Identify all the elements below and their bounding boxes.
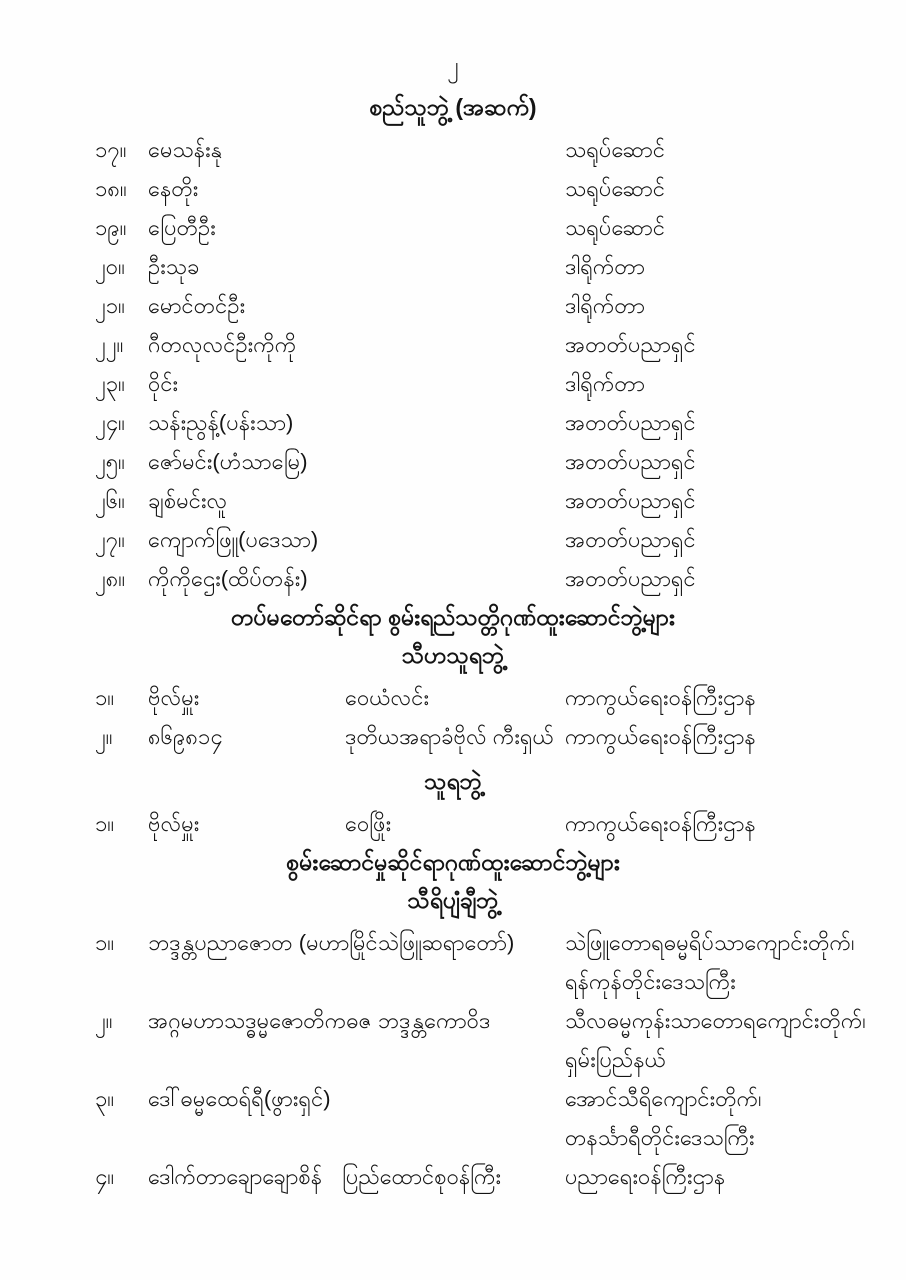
row-number: ၂၈။ [95, 566, 126, 591]
recipient-name: ဝိုင်း [148, 371, 179, 396]
row-number: ၁။ [95, 930, 115, 955]
row-number: ၂၅။ [95, 449, 125, 474]
table-row [0, 247, 906, 286]
table-row [0, 169, 906, 208]
row-number: ၄။ [95, 1164, 115, 1189]
recipient-name: နေတိုး [148, 176, 199, 201]
recipient-ministry: ကာကွယ်ရေးဝန်ကြီးဌာန [565, 685, 756, 710]
recipient-service-number: ၈၆၉၈၁၄ [148, 724, 223, 749]
row-number: ၂၀။ [95, 254, 125, 279]
row-number: ၃။ [95, 1086, 115, 1111]
row-number: ၁၈။ [95, 176, 127, 201]
address-line-1: ပညာရေးဝန်ကြီးဌာန [565, 1164, 726, 1189]
recipient-name: ဒေါ်ဓမ္မထေရ်ရီ(ဖွားရှင်) [148, 1086, 331, 1111]
recipient-role: ဒါရိုက်တာ [565, 254, 645, 279]
recipient-name: ဦးသုခ [148, 254, 200, 279]
address-line-1: သီလဓမ္မကုန်းသာတောရကျောင်းတိုက်၊ [565, 1008, 866, 1033]
recipient-role: အတတ်ပညာရှင် [565, 332, 696, 357]
row-number: ၁၉။ [95, 215, 127, 240]
row-number: ၂၇။ [95, 527, 125, 552]
address-line-1: အောင်သီရိကျောင်းတိုက်၊ [565, 1086, 762, 1111]
recipient-role: အတတ်ပညာရှင် [565, 449, 696, 474]
address-line-2: တနင်္သာရီတိုင်းဒေသကြီး [565, 1125, 755, 1150]
recipient-name: ဒုတိယအရာခံဗိုလ် ကီးရှယ် [345, 724, 554, 749]
table-row [0, 208, 906, 247]
row-number: ၂၂။ [95, 332, 124, 357]
table-row [0, 1001, 906, 1079]
recipient-ministry: ကာကွယ်ရေးဝန်ကြီးဌာန [565, 811, 756, 836]
recipient-name-and-position [148, 1157, 565, 1196]
row-number: ၂၁။ [95, 293, 125, 318]
table-row [0, 130, 906, 169]
table-row [0, 286, 906, 325]
recipient-address [565, 1079, 876, 1157]
table-row [0, 559, 906, 598]
recipient-name: အဂ္ဂမဟာသဒ္ဓမ္မဇောတိကဓဇ ဘဒ္ဒန္တကောဝိဒ [148, 1008, 491, 1033]
recipient-name: ပြေတီဦး [148, 215, 216, 240]
row-number: ၁။ [95, 685, 115, 710]
row-number: ၂၄။ [95, 410, 125, 435]
table-row [0, 403, 906, 442]
address-line-1: သဲဖြူတောရဓမ္မရိပ်သာကျောင်းတိုက်၊ [565, 930, 855, 955]
section-title-sithu: စည်သူဘွဲ့ (အဆက်) [369, 94, 537, 120]
recipient-rank: ဗိုလ်မှူး [148, 685, 200, 710]
recipient-name: ဒေါက်တာချောချောစိန် [148, 1164, 323, 1189]
recipient-name: ဇော်မင်း(ဟံသာမြေ) [148, 449, 308, 474]
table-row [0, 325, 906, 364]
recipient-role: အတတ်ပညာရှင် [565, 488, 696, 513]
table-row [0, 481, 906, 520]
recipient-name: ချစ်မင်းလူ [148, 488, 228, 513]
recipient-role: အတတ်ပညာရှင် [565, 410, 696, 435]
table-row [0, 1157, 906, 1196]
recipient-ministry: ကာကွယ်ရေးဝန်ကြီးဌာန [565, 724, 756, 749]
recipient-role: သရုပ်ဆောင် [565, 215, 666, 240]
recipient-role: အတတ်ပညာရှင် [565, 527, 696, 552]
table-row [0, 678, 906, 717]
row-number: ၁။ [95, 811, 115, 836]
recipient-role: သရုပ်ဆောင် [565, 137, 666, 162]
recipient-role: ဒါရိုက်တာ [565, 371, 645, 396]
row-number: ၂၆။ [95, 488, 125, 513]
recipient-address [565, 923, 876, 1001]
recipient-name: သန်းညွန့်(ပန်းသာ) [148, 410, 294, 435]
recipient-rank: ဗိုလ်မှူး [148, 811, 200, 836]
recipient-name: ဝေဖြိုး [345, 811, 392, 836]
row-number: ၁၇။ [95, 137, 127, 162]
row-number: ၂။ [95, 724, 113, 749]
recipient-name: ကျောက်ဖြူ(ပဒေသာ) [148, 527, 319, 552]
recipient-name: ဂီတလုလင်ဦးကိုကို [148, 332, 297, 357]
recipient-name: ဝေယံလင်း [345, 685, 430, 710]
recipient-name: ကိုကိုဌေး(ထိပ်တန်း) [148, 566, 308, 591]
subsection-title-thura: သူရဘွဲ့ [424, 768, 482, 794]
table-row [0, 442, 906, 481]
table-row [0, 364, 906, 403]
table-row [0, 923, 906, 1001]
row-number: ၂။ [95, 1008, 113, 1033]
recipient-position: ပြည်ထောင်စုဝန်ကြီး [342, 1164, 502, 1189]
recipient-address [565, 1157, 876, 1196]
address-line-2: ရှမ်းပြည်နယ် [565, 1047, 667, 1072]
recipient-role: ဒါရိုက်တာ [565, 293, 645, 318]
recipient-name: ဘဒ္ဒန္တပညာဇောတ (မဟာမြိုင်သဲဖြူဆရာတော်) [148, 930, 515, 955]
table-row [0, 1079, 906, 1157]
row-number: ၂၃။ [95, 371, 125, 396]
recipient-name: မောင်တင်ဦး [148, 293, 246, 318]
recipient-name: မေသန်းနု [148, 137, 223, 162]
page-number: ၂ [447, 52, 459, 78]
table-row [0, 804, 906, 843]
table-row [0, 717, 906, 756]
subsection-title-thiha-thura: သီဟသူရဘွဲ့ [401, 642, 505, 668]
section-title-performance: စွမ်းဆောင်မှုဆိုင်ရာဂုဏ်ထူးဆောင်ဘွဲ့များ [286, 849, 620, 875]
recipient-role: သရုပ်ဆောင် [565, 176, 666, 201]
section-title-military: တပ်မတော်ဆိုင်ရာ စွမ်းရည်သတ္တိဂုဏ်ထူးဆောင်ဘွဲ့များ [231, 604, 675, 630]
table-row [0, 520, 906, 559]
recipient-role: အတတ်ပညာရှင် [565, 566, 696, 591]
subsection-title-thiri-pyan-chi: သီရိပျံချီဘွဲ့ [407, 887, 499, 913]
address-line-2: ရန်ကုန်တိုင်းဒေသကြီး [565, 969, 736, 994]
recipient-address [565, 1001, 876, 1079]
